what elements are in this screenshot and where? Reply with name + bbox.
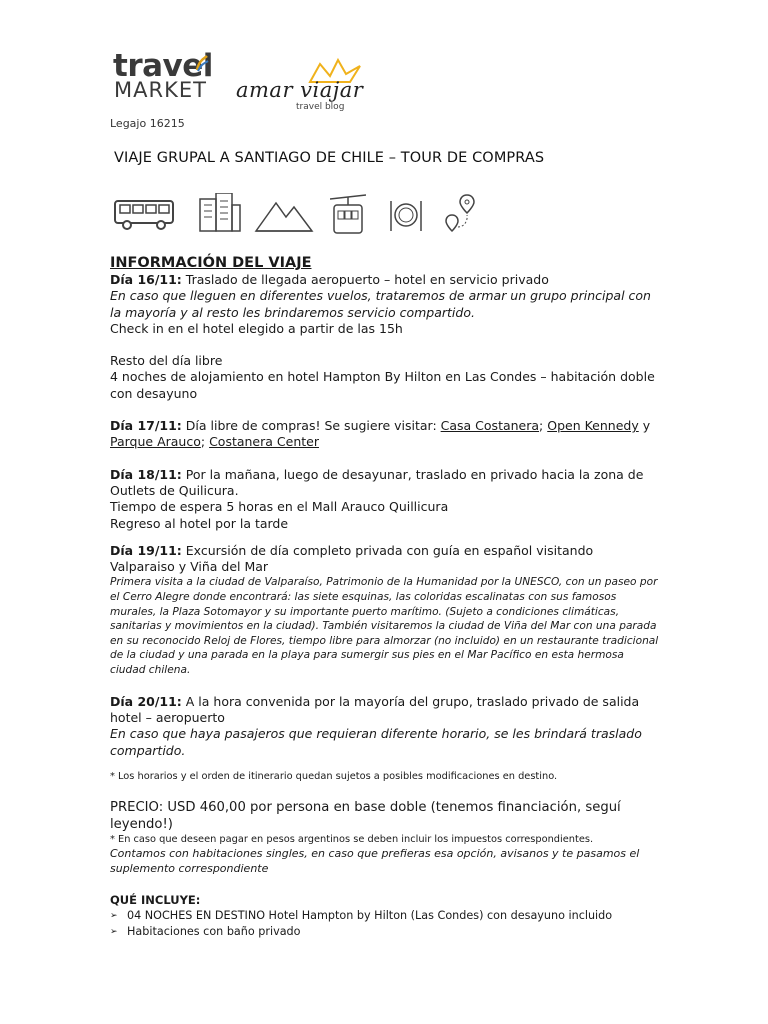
page-title: VIAJE GRUPAL A SANTIAGO DE CHILE – TOUR DE COMPRAS (114, 150, 545, 166)
map-pin-icon (442, 193, 478, 235)
day-16-rest: Resto del día libre (110, 353, 223, 369)
day-17-line (110, 418, 660, 451)
logo-amar-name: amar viajar (236, 78, 364, 102)
includes-title: QUÉ INCLUYE: (110, 892, 201, 907)
day-18-line (110, 467, 660, 500)
logo-swirl-icon (195, 54, 209, 72)
day-16-italic: En caso que lleguen en diferentes vuelos, trataremos de armar un grupo principal con la mayoría y al resto les brindaremos servicio compartido. (110, 288, 651, 320)
day-16-checkin: Check in en el hotel elegido a partir de las 15h (110, 320, 403, 336)
day-16-hotel: 4 noches de alojamiento en hotel Hampton By Hilton en Las Condes – habitación doble con desayuno (110, 369, 655, 401)
logo-travel-word: travel (113, 48, 213, 84)
cable-car-icon (330, 193, 366, 235)
day-20-italic: En caso que haya pasajeros que requieran diferente horario, se les brindará traslado compartido. (110, 726, 642, 758)
day-17-text: Día libre de compras! Se sugiere visitar: (181, 418, 441, 434)
list-item (110, 908, 660, 924)
price-extra: (tenemos financiación, seguí leyendo!) (110, 799, 621, 832)
list-item (110, 924, 660, 940)
price-main: PRECIO: USD 460,00 por persona en base doble (110, 799, 427, 815)
day-19-italic: Primera visita a la ciudad de Valparaíso, Patrimonio de la Humanidad por la UNESCO, con un paseo por el Cerro Alegre donde encontrará: las siete esquinas, las coloridas escalinatas con sus famosos murales, la Plaza Sotomayor y su importante puerto marítimo. (Sujeto a condiciones climáticas, sanitarias y movimientos en la ciudad). También visitaremos la ciudad de Viña del Mar con una parada en su reconocido Reloj de Flores, tiempo libre para almorzar (no incluido) en un restaurante tradicional de la ciudad y una parada en la playa para sumergir sus pies en el Mar Pacífico en esta hermosa ciudad chilena. (110, 576, 659, 677)
link-open-kennedy[interactable]: Open Kennedy (547, 418, 639, 434)
day-18-wait: Tiempo de espera 5 horas en el Mall Arauco Quillicura (110, 499, 449, 515)
travel-market-logo (113, 48, 233, 106)
day-16-label: Día 16/11: (110, 272, 182, 287)
separator: ; (539, 418, 548, 434)
section-title: INFORMACIÓN DEL VIAJE (110, 255, 312, 271)
legajo-number: Legajo 16215 (110, 117, 185, 130)
link-costanera-center[interactable]: Costanera Center (209, 434, 319, 450)
price-line (110, 799, 660, 833)
buildings-icon (196, 193, 242, 233)
separator: ; (200, 434, 210, 450)
day-16-line (110, 272, 660, 288)
logo-amar-sub: travel blog (296, 102, 345, 112)
day-20-line (110, 694, 660, 727)
arrow-bullet-icon: ➢ (110, 910, 118, 921)
day-18-back: Regreso al hotel por la tarde (110, 515, 289, 531)
price-singles-note: Contamos con habitaciones singles, en caso que prefieras esa opción, avisanos y te pasamos el suplemento correspondiente (110, 846, 640, 876)
include-item-text: 04 NOCHES EN DESTINO Hotel Hampton by Hilton (Las Condes) con desayuno incluido (127, 908, 613, 922)
icon-row (110, 193, 490, 237)
link-parque-arauco[interactable]: Parque Arauco (110, 434, 201, 450)
day-19-label: Día 19/11: (110, 542, 182, 558)
link-casa-costanera[interactable]: Casa Costanera (440, 418, 540, 434)
itinerary-content (110, 254, 660, 940)
mountains-icon (254, 193, 314, 233)
include-item-text: Habitaciones con baño privado (127, 924, 301, 938)
separator: y (638, 418, 651, 434)
price-tax-note: * En caso que deseen pagar en pesos argentinos se deben incluir los impuestos correspondientes. (110, 833, 594, 845)
day-18-text: Por la mañana, luego de desayunar, traslado en privado hacia la zona de Outlets de Quilicura. (110, 466, 644, 498)
day-20-text: A la hora convenida por la mayoría del grupo, traslado privado de salida hotel – aeropuerto (110, 693, 640, 725)
day-18-label: Día 18/11: (110, 466, 182, 482)
day-19-line (110, 543, 660, 576)
schedule-footnote: * Los horarios y el orden de itinerario quedan sujetos a posibles modificaciones en destino. (110, 770, 558, 782)
amar-viajar-logo (236, 56, 412, 112)
day-16-text: Traslado de llegada aeropuerto – hotel en servicio privado (181, 272, 549, 287)
arrow-bullet-icon: ➢ (110, 926, 118, 937)
bus-icon (113, 193, 177, 233)
day-17-label: Día 17/11: (110, 418, 182, 434)
dining-icon (388, 193, 424, 235)
logo-market-word: MARKET (114, 78, 207, 102)
day-20-label: Día 20/11: (110, 693, 182, 709)
day-19-text: Excursión de día completo privada con guía en español visitando Valparaiso y Viña del Mar (110, 542, 594, 575)
